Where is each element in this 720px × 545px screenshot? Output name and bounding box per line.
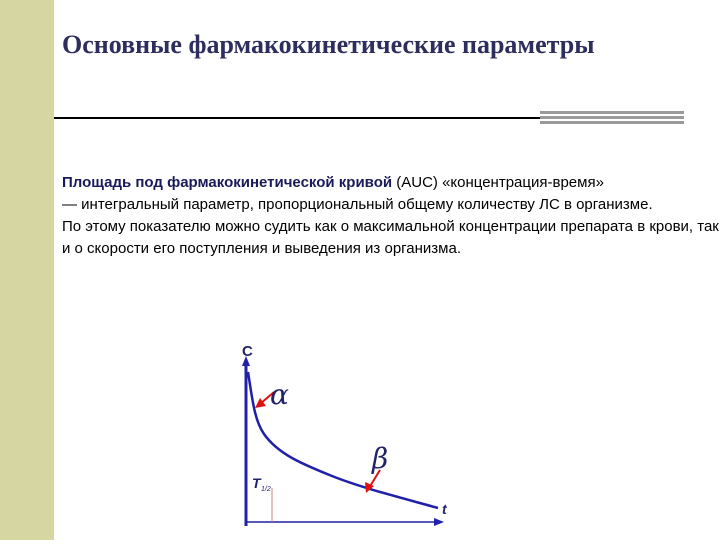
auc-usage-paragraph: По этому показателю можно судить как о максимальной концентрации препарата в крови, так и о скорости его поступления и выведения из организма. xyxy=(62,218,719,257)
x-axis-label: t xyxy=(442,501,447,517)
title-divider-block xyxy=(540,111,684,125)
auc-term-suffix: (AUC) «концентрация-время» xyxy=(392,174,604,191)
half-life-label: T xyxy=(252,475,261,491)
curve-diagram xyxy=(222,336,462,540)
pharmacokinetic-curve-figure xyxy=(222,336,462,540)
half-life-subscript: 1/2 xyxy=(261,486,271,493)
slide-body xyxy=(62,172,720,260)
left-decorative-bar xyxy=(0,0,54,540)
auc-term: Площадь под фармакокинетической кривой xyxy=(62,174,393,191)
figure-background xyxy=(222,336,462,540)
y-axis-label: C xyxy=(242,343,253,360)
alpha-label: α xyxy=(270,378,289,411)
beta-label: β xyxy=(372,442,389,475)
auc-definition-paragraph xyxy=(62,172,720,216)
auc-definition-text: — интегральный параметр, пропорциональный общему количеству ЛС в организме. xyxy=(62,196,653,213)
slide-title: Основные фармакокинетические параметры xyxy=(62,30,595,59)
